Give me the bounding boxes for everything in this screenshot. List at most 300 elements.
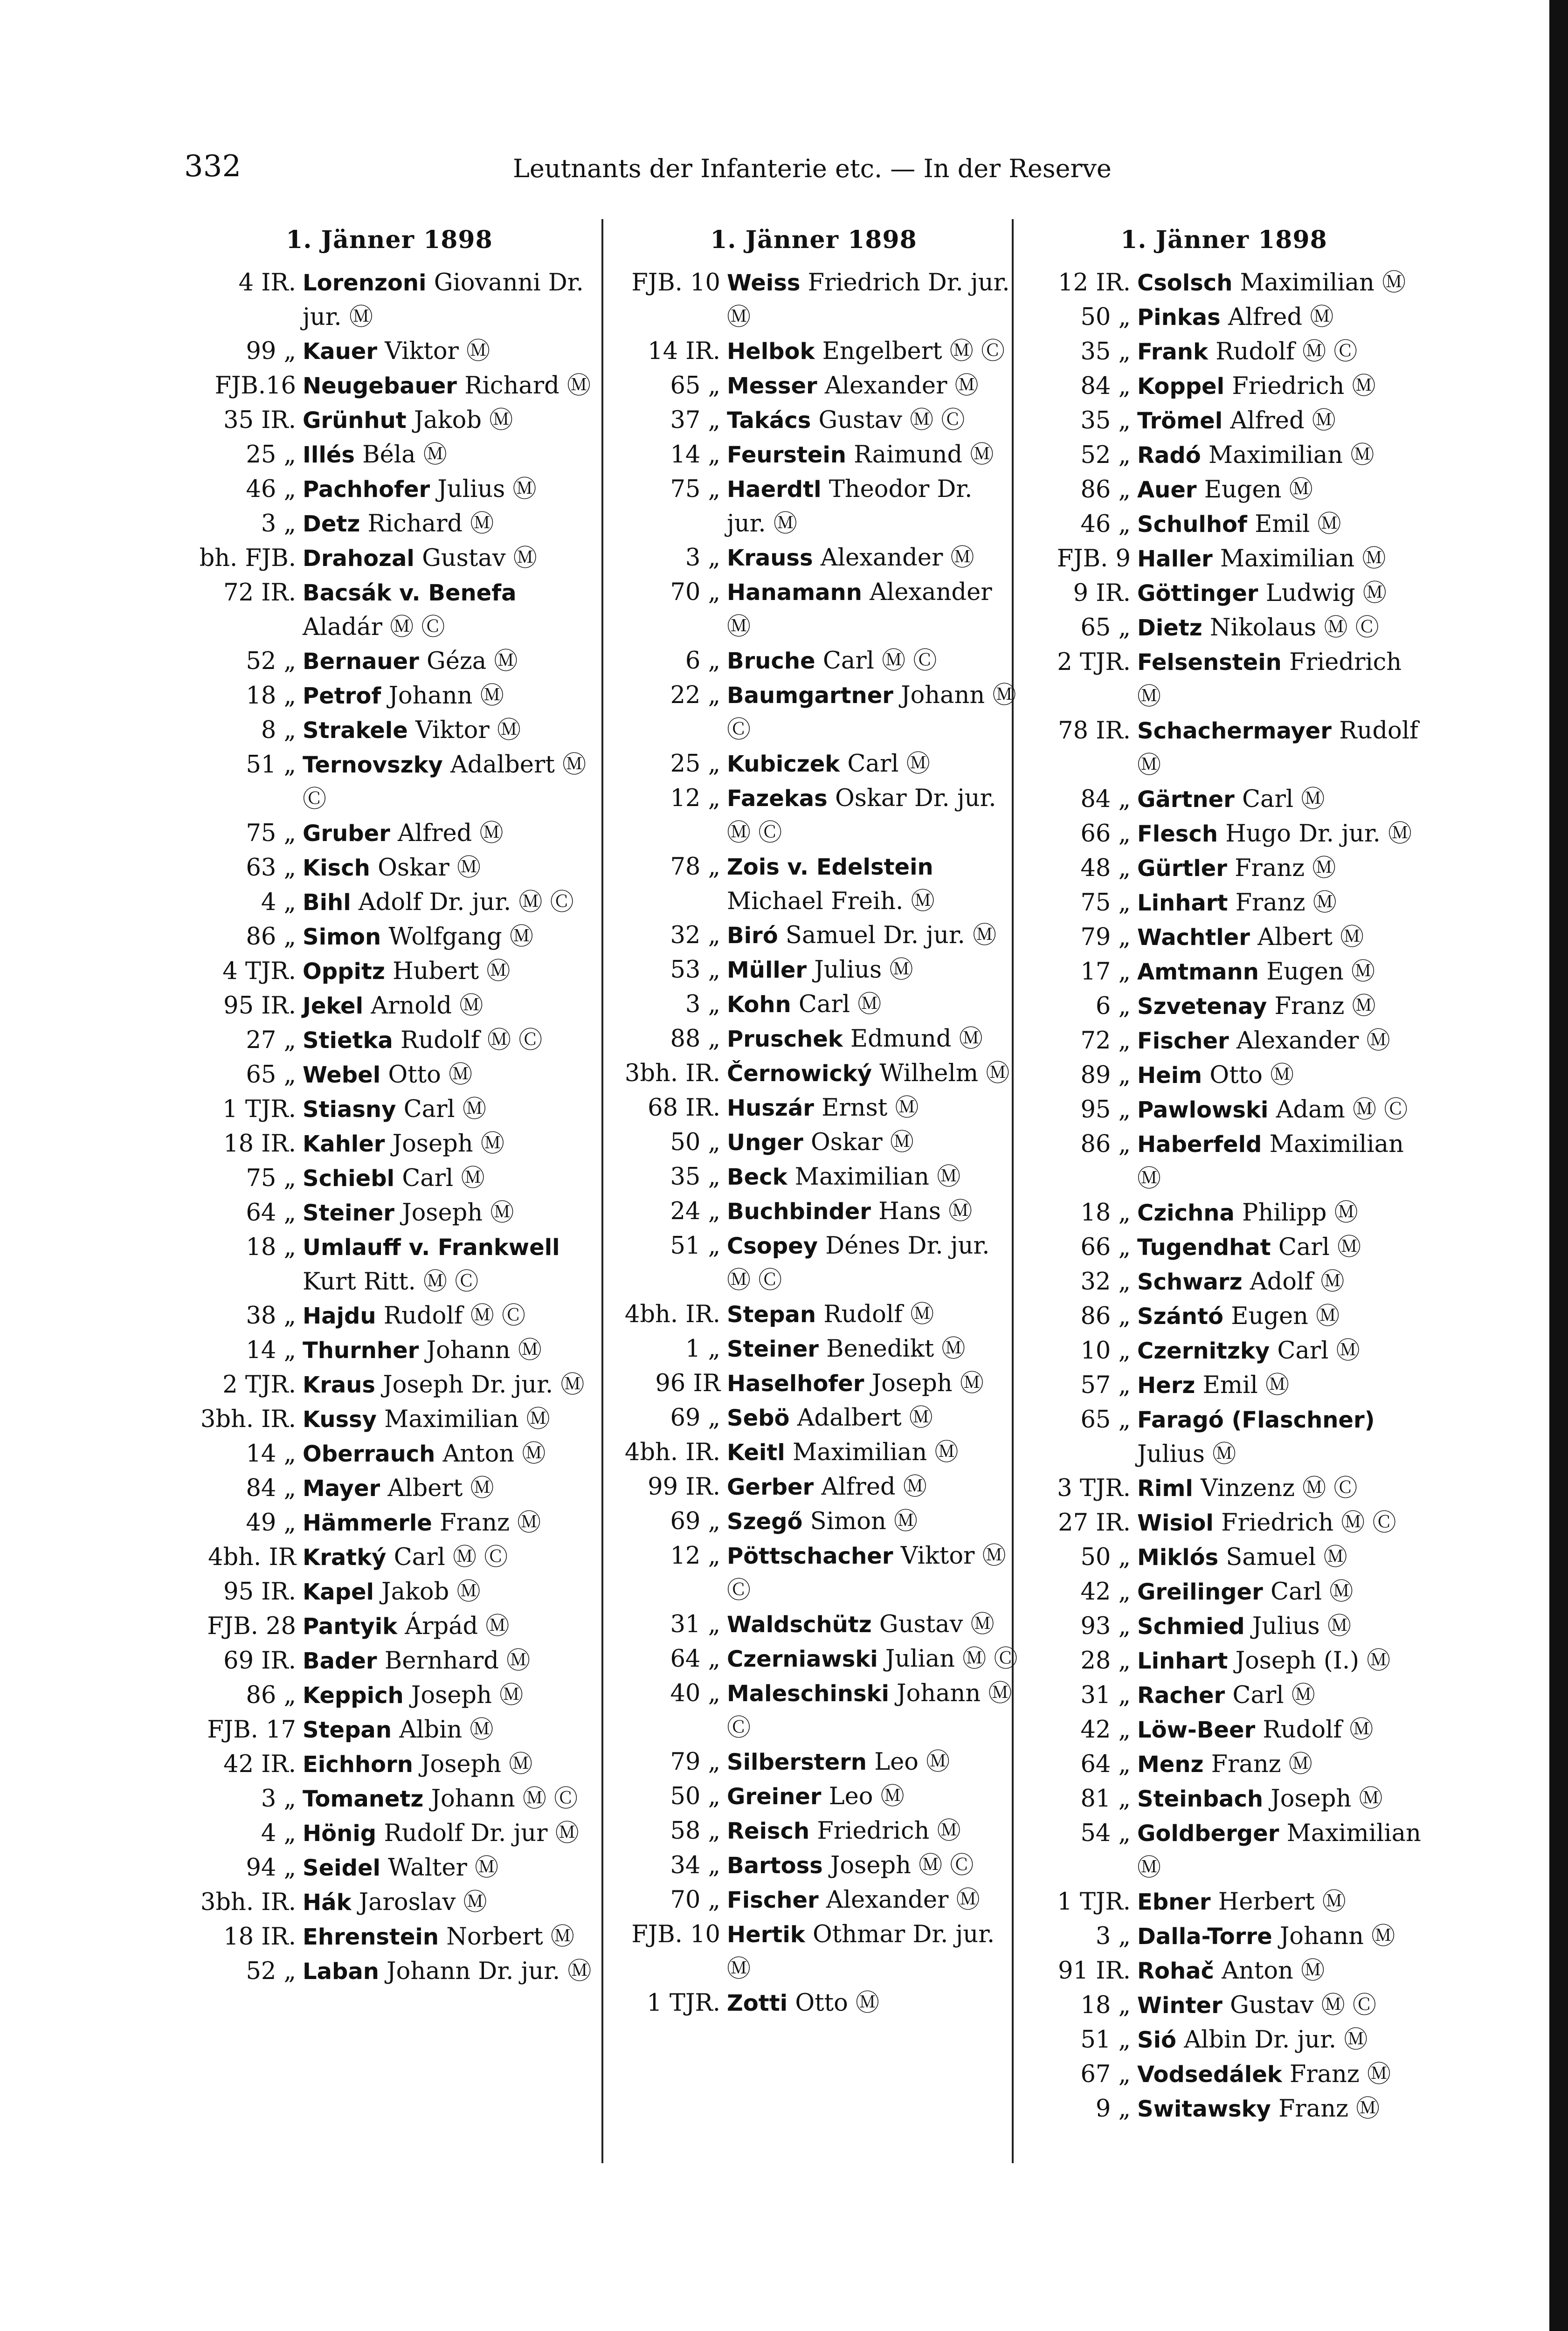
entry-name [303,1644,594,1678]
given-name-and-marks: Joseph Ⓜ [392,1130,504,1158]
roster-entry [608,1125,1019,1160]
entry-name [303,507,594,541]
roster-entry [184,1816,594,1851]
entry-name [1137,266,1429,300]
surname: Gürtler [1137,855,1227,882]
unit-designation: 14 „ [246,1440,296,1468]
roster-entry [1019,645,1429,714]
roster-entry [184,541,594,576]
entry-name [727,1848,1019,1883]
unit-designation: 12 „ [670,785,720,812]
surname: Helbok [727,338,815,365]
roster-entry [184,334,594,369]
roster-entry [608,1642,1019,1676]
given-name-and-marks: Carl Ⓜ [402,1165,485,1192]
unit-designation: 3 „ [1095,1923,1131,1950]
given-name-and-marks: Johann Ⓜ [426,1337,542,1364]
scan-border [1549,0,1568,2331]
roster-entry [184,1747,594,1782]
unit-designation: 35 „ [670,1163,720,1191]
unit-designation: 34 „ [670,1852,720,1879]
given-name-and-marks: Árpád Ⓜ [405,1613,510,1640]
roster-entry [608,1779,1019,1814]
entry-name [727,575,1019,644]
roster-entry [184,1196,594,1230]
entry-name [727,953,1019,987]
entry-name [727,747,1019,781]
given-name-and-marks: Edmund Ⓜ [850,1025,983,1053]
roster-entry [608,1022,1019,1056]
entry-name [303,1713,594,1747]
unit-designation: 27 „ [246,1027,296,1054]
surname: Bihl [303,890,351,916]
unit-designation: 84 „ [246,1475,296,1502]
surname: Schulhof [1137,511,1247,538]
entry-name [727,1401,1019,1435]
roster-entry [1019,1954,1429,1988]
surname: Greilinger [1137,1579,1263,1605]
roster-entry [1019,1093,1429,1127]
roster-entry [184,1575,594,1609]
entry-name [727,850,1019,918]
given-name-and-marks: Eugen Ⓜ [1266,958,1375,986]
surname: Switawsky [1137,2096,1271,2122]
unit-designation: 42 „ [1080,1716,1131,1744]
roster-entry [184,1609,594,1644]
given-name-and-marks: Giovanni Dr. jur. Ⓜ [303,269,592,331]
given-name-and-marks: Oskar Ⓜ [810,1129,914,1156]
surname: Mayer [303,1476,380,1502]
unit-designation: 28 „ [1080,1647,1131,1675]
entry-name [1137,542,1429,576]
roster-entry [608,1091,1019,1125]
surname: Thurnher [303,1338,419,1364]
surname: Gärtner [1137,786,1235,813]
roster-entry [608,1539,1019,1607]
surname: Kratký [303,1545,387,1571]
entry-name [1137,1093,1429,1127]
entry-name [1137,1230,1429,1265]
entry-name [727,334,1019,369]
roster-entry [1019,920,1429,955]
given-name-and-marks: Nikolaus Ⓜ Ⓒ [1209,614,1379,641]
given-name-and-marks: Alexander Ⓜ [1236,1027,1390,1055]
unit-designation: 75 „ [246,820,296,847]
entry-name [727,1539,1019,1607]
roster-entry [184,1920,594,1954]
surname: Simon [303,924,381,950]
roster-entry [1019,369,1429,404]
given-name-and-marks: Simon Ⓜ [810,1508,918,1535]
surname: Winter [1137,1993,1223,2019]
given-name-and-marks: Gustav Ⓜ [879,1611,995,1638]
given-name-and-marks: Johann Ⓜ [388,682,504,710]
entry-name [303,1092,594,1127]
entry-name [303,1851,594,1885]
surname: Oberrauch [303,1441,435,1467]
entry-name [1137,1919,1429,1954]
entry-name [1137,438,1429,473]
given-name-and-marks: Arnold Ⓜ [371,992,484,1020]
surname: Riml [1137,1476,1193,1502]
given-name-and-marks: Hubert Ⓜ [393,958,511,985]
given-name-and-marks: Maximilian Ⓜ [1137,1820,1429,1882]
roster-entry [608,781,1019,850]
given-name-and-marks: Raimund Ⓜ [854,441,994,469]
surname: Pöttschacher [727,1543,893,1569]
unit-designation: 75 „ [246,1165,296,1192]
surname: Göttinger [1137,580,1258,607]
roster-entry [608,1056,1019,1091]
surname: Neugebauer [303,373,457,399]
surname: Fischer [1137,1028,1229,1054]
entry-name [727,1332,1019,1366]
surname: Czichna [1137,1200,1235,1226]
surname: Hák [303,1890,352,1916]
surname: Gerber [727,1474,814,1500]
roster-entry [1019,1403,1429,1471]
entry-name [1137,782,1429,817]
surname: Laban [303,1959,379,1985]
unit-designation: 84 „ [1080,786,1131,813]
unit-designation: 50 „ [670,1783,720,1810]
given-name-and-marks: Johann Ⓜ [1279,1923,1395,1950]
unit-designation: 1 TJR. [647,1989,720,2017]
entry-name [727,1470,1019,1504]
unit-designation: 1 TJR. [1057,1888,1131,1916]
entry-name [303,403,594,438]
entry-name [1137,1954,1429,1988]
unit-designation: 91 IR. [1058,1957,1131,1985]
unit-designation: 14 IR. [648,338,720,365]
entry-name [303,816,594,851]
surname: Huszár [727,1095,814,1121]
surname: Kahler [303,1131,385,1157]
given-name-and-marks: Adolf Dr. jur. Ⓜ Ⓒ [358,889,574,916]
surname: Oppitz [303,959,385,985]
roster-entry [608,1883,1019,1917]
unit-designation: 37 „ [670,407,720,434]
unit-designation: 75 „ [1080,889,1131,917]
roster-entry [608,678,1024,747]
unit-designation: 52 „ [1080,441,1131,469]
given-name-and-marks: Otto Ⓜ [1209,1062,1294,1089]
given-name-and-marks: Emil Ⓜ [1255,510,1341,538]
given-name-and-marks: Walter Ⓜ [388,1854,499,1882]
entry-name [1137,473,1429,507]
given-name-and-marks: Norbert Ⓜ [446,1923,574,1951]
roster-entry [184,1023,594,1058]
entry-name [1137,2057,1429,2092]
given-name-and-marks: Rudolf Ⓜ [1137,717,1426,779]
unit-designation: 99 „ [246,338,296,365]
roster-entry [608,1229,1019,1297]
roster-entry [1019,1368,1429,1403]
given-name-and-marks: Rudolf Ⓜ [823,1301,934,1328]
roster-entry [608,1194,1019,1229]
roster-entry [608,1470,1019,1504]
entry-name [1137,1471,1429,1506]
unit-designation: FJB. 28 [207,1613,296,1640]
given-name-and-marks: Alexander Ⓜ [727,579,1000,641]
entry-name [1137,989,1429,1024]
entry-name [1137,1609,1429,1644]
entry-name [303,1058,594,1092]
roster-entry [608,1160,1019,1194]
entry-name [727,1676,1019,1745]
given-name-and-marks: Philipp Ⓜ [1242,1199,1358,1227]
given-name-and-marks: Albin Dr. jur. Ⓜ [1184,2026,1368,2054]
unit-designation: 50 „ [1080,1544,1131,1571]
unit-designation: FJB.16 [214,372,296,400]
entry-name [303,1333,594,1368]
given-name-and-marks: Franz Ⓜ [1289,2061,1391,2088]
entry-name [303,1437,594,1471]
surname: Sió [1137,2027,1176,2053]
entry-name [1137,1988,1429,2023]
surname: Reisch [727,1818,810,1844]
entry-name [303,1368,594,1402]
unit-designation: 86 „ [1080,1303,1131,1330]
entry-name [303,472,594,507]
unit-designation: 95 IR. [223,1578,296,1606]
surname: Menz [1137,1752,1204,1778]
entry-name [1137,955,1429,989]
roster-entry [184,1333,594,1368]
given-name-and-marks: Eugen Ⓜ [1204,476,1313,503]
given-name-and-marks: Othmar Dr. jur. Ⓜ [727,1921,1002,1983]
entry-name [727,1022,1019,1056]
given-name-and-marks: Alfred Ⓜ [398,820,504,847]
given-name-and-marks: Ernst Ⓜ [822,1094,919,1122]
unit-designation: 24 „ [670,1198,720,1225]
surname: Auer [1137,477,1197,503]
surname: Drahozal [303,545,414,572]
roster-entry [1019,335,1429,369]
entry-name [303,1747,594,1782]
entry-name [727,1056,1019,1091]
unit-designation: 31 „ [1080,1682,1131,1709]
unit-designation: 86 „ [246,923,296,951]
given-name-and-marks: Friedrich Ⓜ [1232,372,1376,400]
given-name-and-marks: Julius Ⓜ [814,956,913,984]
column-heading: 1. Jänner 1898 [286,226,493,254]
given-name-and-marks: Béla Ⓜ [362,441,447,469]
entry-name [727,644,1019,678]
entry-name [1137,1024,1429,1058]
given-name-and-marks: Friedrich Ⓜ [817,1817,961,1845]
entry-name [303,954,594,989]
surname: Petrof [303,683,381,709]
roster-entry [608,575,1019,644]
roster-column-3 [1019,219,1429,2126]
roster-entry [1019,507,1429,542]
unit-designation: 88 „ [670,1025,720,1053]
unit-designation: 79 „ [670,1748,720,1776]
entry-name [1137,1540,1429,1575]
roster-entry [184,644,594,679]
roster-entry [608,644,1019,678]
entry-name [303,541,594,576]
unit-designation: 40 „ [670,1680,720,1707]
unit-designation: 25 „ [670,750,720,778]
unit-designation: 6 „ [685,647,720,675]
surname: Radó [1137,442,1201,469]
surname: Stepan [727,1302,816,1328]
unit-designation: bh. FJB. [199,545,296,572]
given-name-and-marks: Rudolf Ⓜ Ⓒ [401,1027,543,1054]
roster-entry [608,403,1019,438]
unit-designation: 38 „ [246,1302,296,1330]
entry-name [303,644,594,679]
given-name-and-marks: Benedikt Ⓜ [826,1335,966,1363]
surname: Detz [303,511,360,537]
given-name-and-marks: Friedrich Ⓜ [1137,648,1409,710]
given-name-and-marks: Jakob Ⓜ [381,1578,481,1606]
surname: Pinkas [1137,304,1221,331]
unit-designation: 12 IR. [1058,269,1131,297]
surname: Bruche [727,648,815,674]
surname: Csopey [727,1233,818,1259]
roster-entry [184,472,594,507]
surname: Haselhofer [727,1371,864,1397]
roster-entry [608,541,1019,575]
entry-name [727,1091,1019,1125]
entry-name [1137,1334,1429,1368]
surname: Kussy [303,1407,377,1433]
roster-entry [184,989,594,1023]
unit-designation: 25 „ [246,441,296,469]
roster-entry [608,1504,1019,1539]
surname: Keppich [303,1683,404,1709]
given-name-and-marks: Julius Ⓜ [437,476,537,503]
surname: Weiss [727,270,801,296]
surname: Hämmerle [303,1510,432,1536]
unit-designation: 57 „ [1080,1372,1131,1399]
entry-name [727,1160,1019,1194]
given-name-and-marks: Adalbert Ⓜ [797,1404,933,1432]
given-name-and-marks: Johann Ⓜ Ⓒ [727,682,1024,744]
entry-name [303,1678,594,1713]
entry-name [303,438,594,472]
surname: Müller [727,957,807,983]
unit-designation: 27 IR. [1058,1509,1131,1537]
roster-entry [184,679,594,713]
surname: Feurstein [727,442,846,468]
surname: Silberstern [727,1749,867,1775]
surname: Jekel [303,993,364,1019]
roster-entry [1019,1196,1429,1230]
given-name-and-marks: Samuel Dr. jur. Ⓜ [785,922,997,949]
roster-entry [184,1713,594,1747]
entry-name [303,1471,594,1506]
roster-entry [184,1161,594,1196]
unit-designation: 3 „ [685,544,720,572]
entry-name [303,1402,594,1437]
given-name-and-marks: Joseph Ⓜ [871,1370,984,1397]
entry-name [727,1745,1019,1779]
surname: Waldschütz [727,1612,872,1638]
roster-entry [1019,1919,1429,1954]
given-name-and-marks: Joseph Ⓜ [402,1199,514,1227]
unit-designation: 86 „ [1080,476,1131,503]
entry-name [1137,1747,1429,1782]
given-name-and-marks: Carl Ⓜ Ⓒ [394,1544,508,1571]
given-name-and-marks: Johann Ⓜ Ⓒ [431,1785,578,1813]
roster-entry [1019,1713,1429,1747]
given-name-and-marks: Bernhard Ⓜ [384,1647,531,1675]
entry-name [303,576,594,644]
surname: Gruber [303,821,390,847]
given-name-and-marks: Rudolf Dr. jur Ⓜ [384,1820,579,1847]
roster-entry [1019,404,1429,438]
unit-designation: 69 IR. [223,1647,296,1675]
given-name-and-marks: Joseph Ⓜ [421,1751,533,1778]
entry-name [303,1782,594,1816]
surname: Krauss [727,545,813,571]
unit-designation: 89 „ [1080,1062,1131,1089]
surname: Maleschinski [727,1681,889,1707]
surname: Tugendhat [1137,1234,1271,1261]
given-name-and-marks: Adam Ⓜ Ⓒ [1276,1096,1408,1124]
unit-designation: 86 „ [246,1682,296,1709]
given-name-and-marks: Franz Ⓜ [1274,993,1376,1020]
given-name-and-marks: Joseph Ⓜ Ⓒ [830,1852,974,1879]
unit-designation: 95 „ [1080,1096,1131,1124]
surname: Wisiol [1137,1510,1214,1536]
roster-entry [1019,1506,1429,1540]
roster-entry [184,1540,594,1575]
roster-entry [1019,1024,1429,1058]
entry-name [1137,1782,1429,1816]
unit-designation: 66 „ [1080,1234,1131,1261]
unit-designation: FJB. 10 [631,269,720,297]
surname: Fazekas [727,786,828,812]
page-number: 332 [184,149,242,184]
surname: Miklós [1137,1545,1219,1571]
unit-designation: 50 „ [670,1129,720,1156]
unit-designation: FJB. 9 [1057,545,1131,572]
unit-designation: 96 IR [655,1370,720,1397]
given-name-and-marks: Carl Ⓜ [847,750,930,778]
surname: Wachtler [1137,924,1250,951]
entry-name [303,1196,594,1230]
unit-designation: 46 „ [1080,510,1131,538]
surname: Unger [727,1130,803,1156]
surname: Linhart [1137,1648,1228,1674]
entry-name [727,1986,1019,2021]
unit-designation: 93 „ [1080,1613,1131,1640]
surname: Czerniawski [727,1646,878,1672]
roster-entry [184,1954,594,1989]
surname: Trömel [1137,408,1223,434]
given-name-and-marks: Wolfgang Ⓜ [388,923,534,951]
entry-name [1137,1403,1429,1471]
roster-entry [608,747,1019,781]
unit-designation: 35 IR. [223,407,296,434]
surname: Pawlowski [1137,1097,1269,1123]
unit-designation: 49 „ [246,1509,296,1537]
given-name-and-marks: Alexander Ⓜ [826,1886,980,1914]
surname: Szvetenay [1137,993,1267,1020]
entry-name [1137,817,1429,851]
surname: Strakele [303,717,408,744]
given-name-and-marks: Julius Ⓜ [1252,1613,1351,1640]
surname: Rohač [1137,1958,1214,1984]
unit-designation: 12 „ [670,1542,720,1570]
given-name-and-marks: Engelbert Ⓜ Ⓒ [822,338,1005,365]
surname: Beck [727,1164,787,1190]
